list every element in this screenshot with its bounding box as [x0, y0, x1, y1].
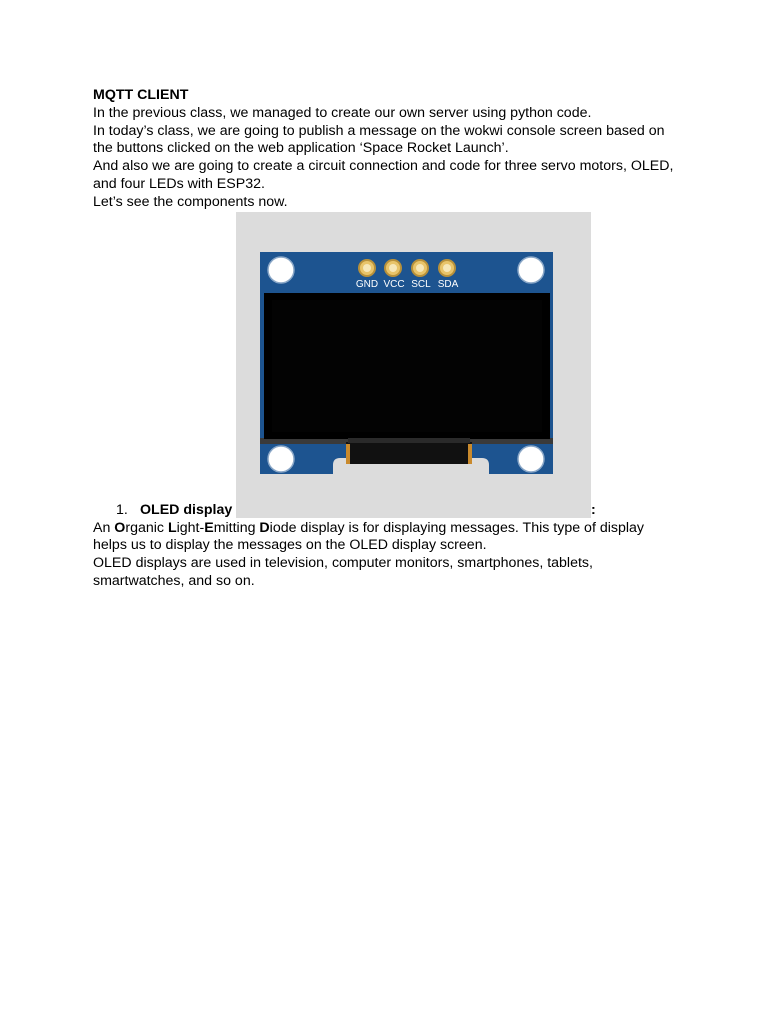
pin-label-sda: SDA	[437, 278, 459, 290]
intro-line-1: In the previous class, we managed to create our own server using python code.	[93, 104, 592, 121]
list-number: 1.	[116, 501, 128, 518]
list-colon: :	[591, 501, 596, 518]
list-label-oled-display: OLED display	[140, 501, 233, 518]
figure-row	[93, 212, 678, 518]
text-part: mitting	[213, 519, 260, 536]
intro-line-2: In today’s class, we are going to publish a message on the wokwi console screen based on the buttons clicked on the web application ‘Space Rocket Launch’.	[93, 122, 665, 157]
intro-line-3: And also we are going to create a circuit connection and code for three servo motors, OLED, and four LEDs with ESP32.	[93, 158, 674, 192]
pin-label-vcc: VCC	[383, 278, 405, 290]
oled-module-illustration	[236, 212, 591, 518]
acronym-letter-o: O	[114, 519, 126, 536]
document-content	[93, 87, 678, 591]
ribbon-connector	[346, 442, 472, 464]
list-item-oled	[93, 502, 678, 520]
text-part: An	[93, 519, 115, 536]
oled-description-paragraph-2: OLED displays are used in television, computer monitors, smartphones, tablets, smartwatches, and so on.	[93, 555, 593, 589]
pin-label-scl: SCL	[411, 278, 431, 290]
mount-hole-top-left	[268, 257, 294, 283]
section-heading: MQTT CLIENT	[93, 87, 189, 103]
mount-hole-bottom-left	[268, 446, 294, 472]
pin-label-gnd: GND	[355, 278, 379, 290]
text-part: iode display is for displaying messages. This type of display helps us to display the messages on the OLED display screen.	[93, 519, 644, 554]
acronym-letter-l: L	[167, 519, 177, 536]
acronym-letter-d: D	[259, 519, 270, 536]
oled-description-paragraph-1	[93, 520, 678, 556]
mount-hole-bottom-right	[518, 446, 544, 472]
acronym-letter-e: E	[204, 519, 214, 536]
text-part: rganic	[125, 519, 168, 536]
text-part: ight-	[176, 519, 205, 536]
mount-hole-top-right	[518, 257, 544, 283]
oled-module-figure	[236, 212, 591, 518]
intro-line-4: Let’s see the components now.	[93, 193, 288, 210]
